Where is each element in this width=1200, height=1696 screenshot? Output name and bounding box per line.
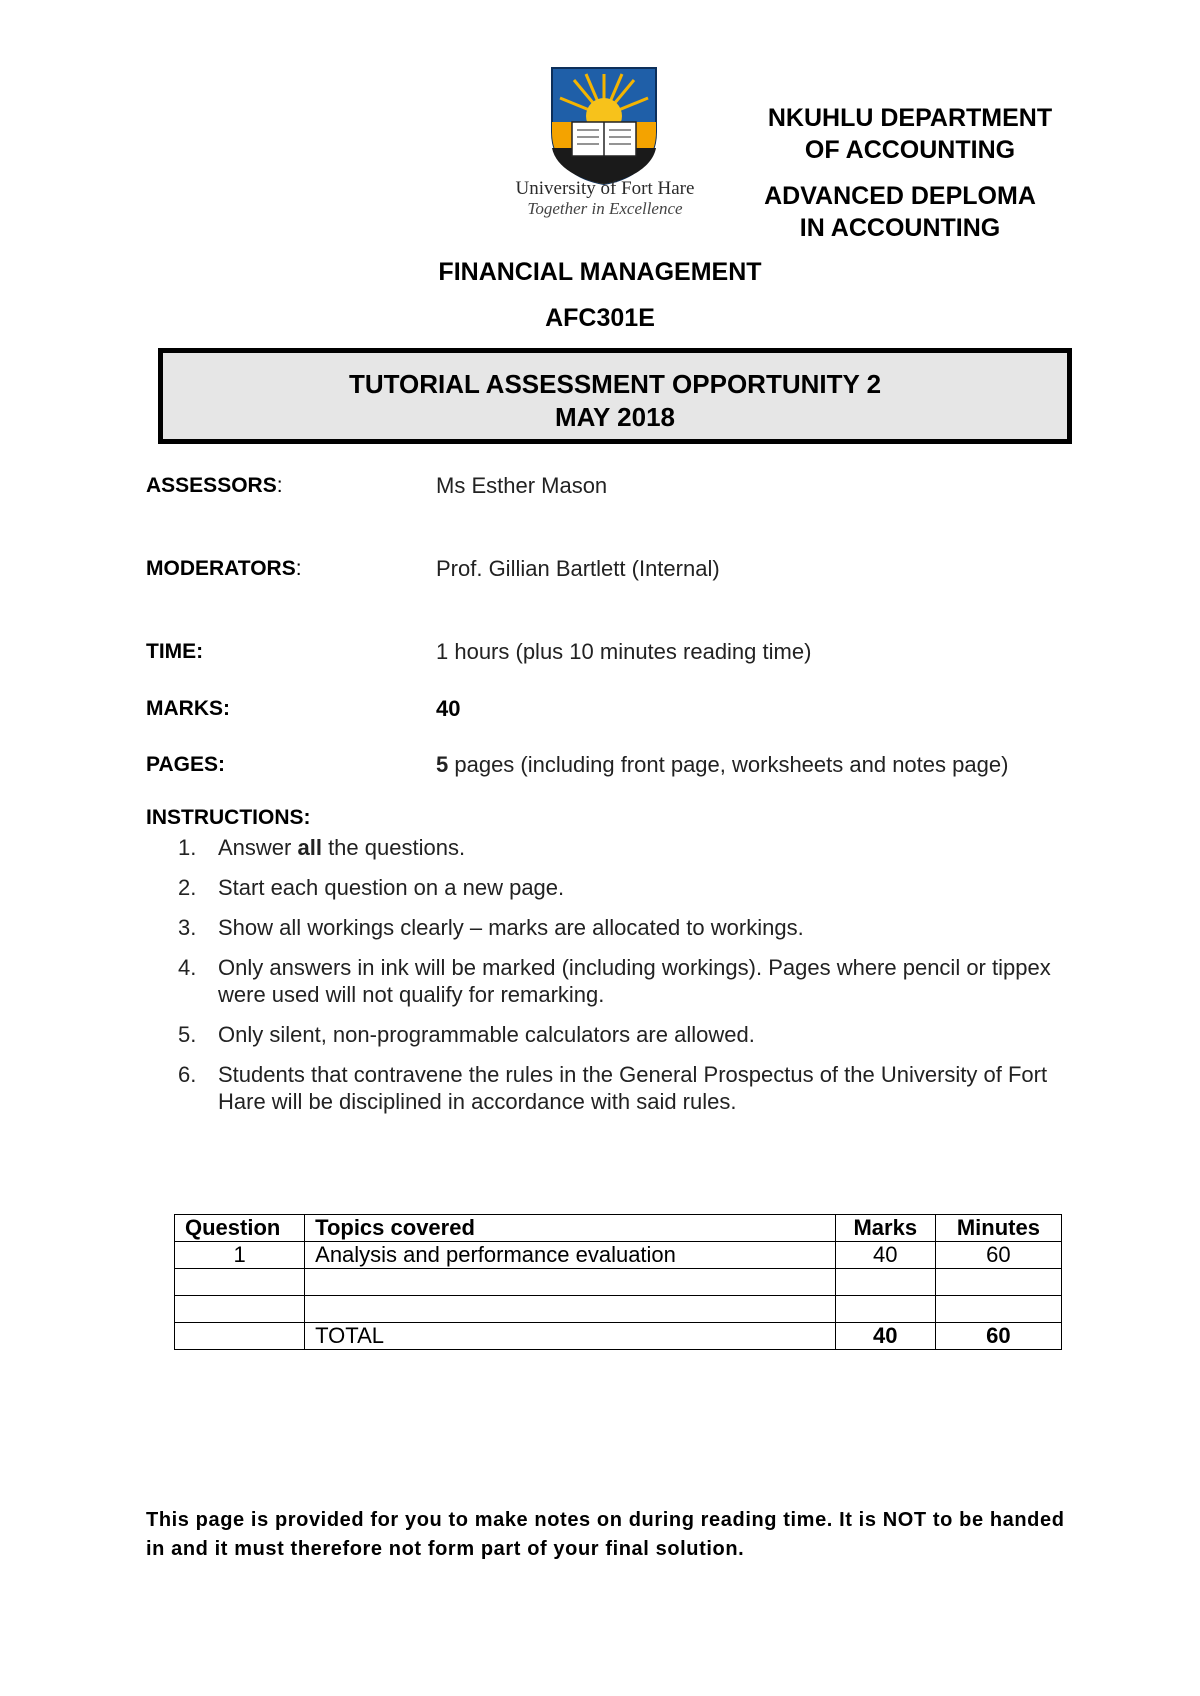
cell-marks: 40 [835, 1242, 935, 1269]
assessment-title-box [158, 348, 1072, 444]
moderators-value: Prof. Gillian Bartlett (Internal) [436, 556, 720, 581]
university-name: University of Fort Hare [515, 178, 695, 199]
table-total-row [175, 1323, 1062, 1350]
header-topics: Topics covered [305, 1215, 836, 1242]
table-row-empty [175, 1269, 1062, 1296]
cell-minutes: 60 [935, 1242, 1061, 1269]
table-header-row [175, 1215, 1062, 1242]
marks-label: MARKS: [146, 697, 230, 720]
total-minutes: 60 [935, 1323, 1061, 1350]
table-row-empty [175, 1296, 1062, 1323]
instruction-item: 6. Students that contravene the rules in the General Prospectus of the University of Fort Hare will be disciplined in accordance with said rules. [178, 1062, 1048, 1114]
pages-count: 5 [436, 752, 449, 777]
table-row [175, 1242, 1062, 1269]
pages-label: PAGES: [146, 753, 225, 776]
header-minutes: Minutes [935, 1215, 1061, 1242]
pages-value: 5 pages (including front page, worksheets and notes page) [436, 752, 1009, 777]
total-marks: 40 [835, 1323, 935, 1350]
cell-topic: Analysis and performance evaluation [305, 1242, 836, 1269]
department-heading [720, 102, 1100, 166]
program-line-1: ADVANCED DEPLOMA [764, 182, 1036, 210]
header-question: Question [175, 1215, 305, 1242]
topics-table [174, 1214, 1062, 1350]
program-heading [720, 180, 1080, 244]
cell-question: 1 [175, 1242, 305, 1269]
instructions-list [178, 834, 1068, 1128]
time-value: 1 hours (plus 10 minutes reading time) [436, 639, 812, 664]
header-marks: Marks [835, 1215, 935, 1242]
instruction-item: 1. Answer all the questions. [178, 835, 466, 860]
instruction-item: 5. Only silent, non-programmable calculators are allowed. [178, 1022, 755, 1047]
marks-value: 40 [436, 696, 461, 721]
assessors-value: Ms Esther Mason [436, 473, 608, 498]
instruction-item: 3. Show all workings clearly – marks are allocated to workings. [178, 915, 804, 940]
department-line-1: NKUHLU DEPARTMENT [767, 104, 1053, 132]
moderators-label: MODERATORS: [146, 557, 302, 580]
university-crest-logo [548, 66, 660, 186]
program-line-2: IN ACCOUNTING [799, 214, 1001, 242]
assessment-title: TUTORIAL ASSESSMENT OPPORTUNITY 2 [348, 369, 882, 399]
assessment-date: MAY 2018 [555, 402, 675, 432]
department-line-2: OF ACCOUNTING [804, 136, 1016, 164]
course-code: AFC301E [545, 304, 655, 332]
total-label: TOTAL [305, 1323, 836, 1350]
instruction-item: 4. Only answers in ink will be marked (including workings). Pages where pencil or tippex were used will not qualify for remarking. [178, 955, 1051, 1007]
assessors-label: ASSESSORS: [146, 474, 283, 497]
course-title: FINANCIAL MANAGEMENT [438, 258, 762, 286]
instruction-item: 2. Start each question on a new page. [178, 875, 565, 900]
university-motto: Together in Excellence [527, 199, 683, 218]
time-label: TIME: [146, 640, 204, 663]
notes-disclaimer: This page is provided for you to make notes on during reading time. It is NOT to be handed in and it must therefore not form part of your final solution. [146, 1509, 1065, 1560]
instructions-heading: INSTRUCTIONS: [146, 806, 311, 829]
